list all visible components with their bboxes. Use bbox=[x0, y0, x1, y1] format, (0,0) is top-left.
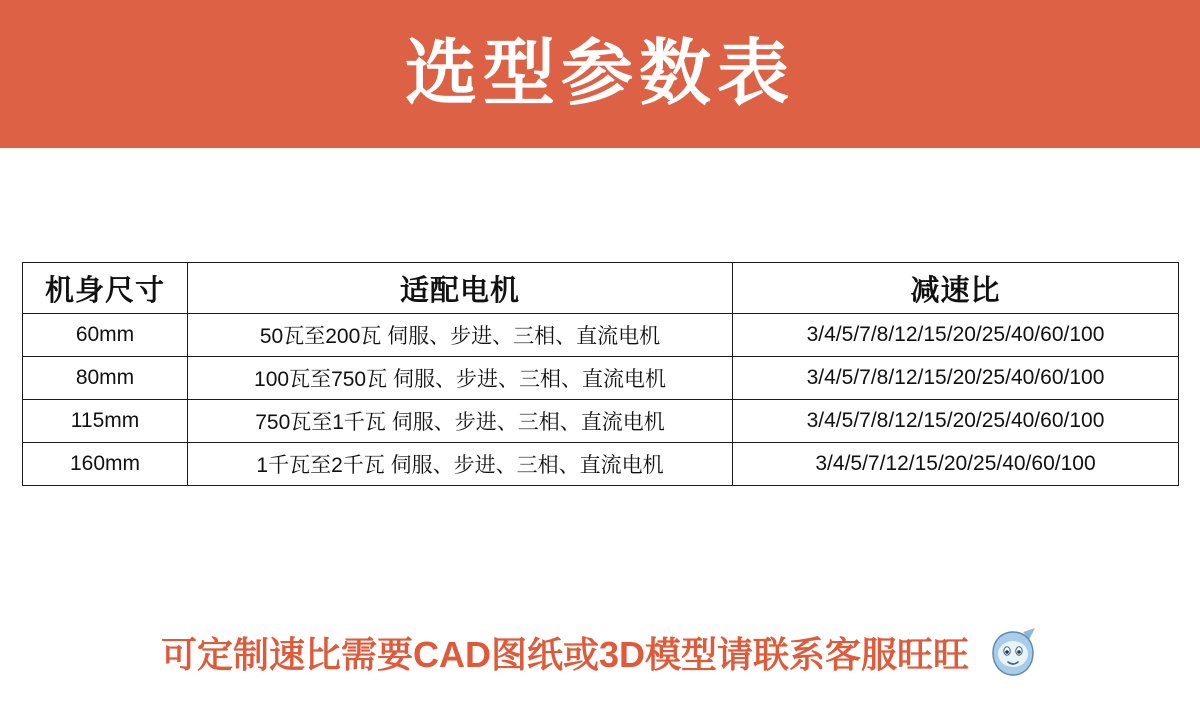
cell-motor: 1千瓦至2千瓦 伺服、步进、三相、直流电机 bbox=[188, 443, 733, 486]
column-header-motor: 适配电机 bbox=[188, 263, 733, 314]
cell-ratio: 3/4/5/7/8/12/15/20/25/40/60/100 bbox=[733, 357, 1179, 400]
footer-cta bbox=[0, 612, 1200, 692]
table-body bbox=[23, 314, 1179, 486]
cell-motor: 100瓦至750瓦 伺服、步进、三相、直流电机 bbox=[188, 357, 733, 400]
table-row bbox=[23, 357, 1179, 400]
cell-ratio: 3/4/5/7/8/12/15/20/25/40/60/100 bbox=[733, 400, 1179, 443]
page-title: 选型参数表 bbox=[404, 34, 795, 114]
header-banner bbox=[0, 0, 1200, 148]
table-row bbox=[23, 443, 1179, 486]
spec-table-wrapper bbox=[22, 262, 1178, 486]
cell-size: 60mm bbox=[23, 314, 188, 357]
cell-ratio: 3/4/5/7/8/12/15/20/25/40/60/100 bbox=[733, 314, 1179, 357]
column-header-size: 机身尺寸 bbox=[23, 263, 188, 314]
cell-size: 160mm bbox=[23, 443, 188, 486]
wangwang-icon[interactable] bbox=[987, 626, 1039, 678]
cell-size: 115mm bbox=[23, 400, 188, 443]
table-row bbox=[23, 400, 1179, 443]
spec-table bbox=[22, 262, 1179, 486]
footer-text: 可定制速比需要CAD图纸或3D模型请联系客服旺旺 bbox=[160, 633, 969, 675]
cell-motor: 750瓦至1千瓦 伺服、步进、三相、直流电机 bbox=[188, 400, 733, 443]
cell-size: 80mm bbox=[23, 357, 188, 400]
table-header-row bbox=[23, 263, 1179, 314]
cell-ratio: 3/4/5/7/12/15/20/25/40/60/100 bbox=[733, 443, 1179, 486]
column-header-ratio: 减速比 bbox=[733, 263, 1179, 314]
table-header bbox=[23, 263, 1179, 314]
table-row bbox=[23, 314, 1179, 357]
cell-motor: 50瓦至200瓦 伺服、步进、三相、直流电机 bbox=[188, 314, 733, 357]
